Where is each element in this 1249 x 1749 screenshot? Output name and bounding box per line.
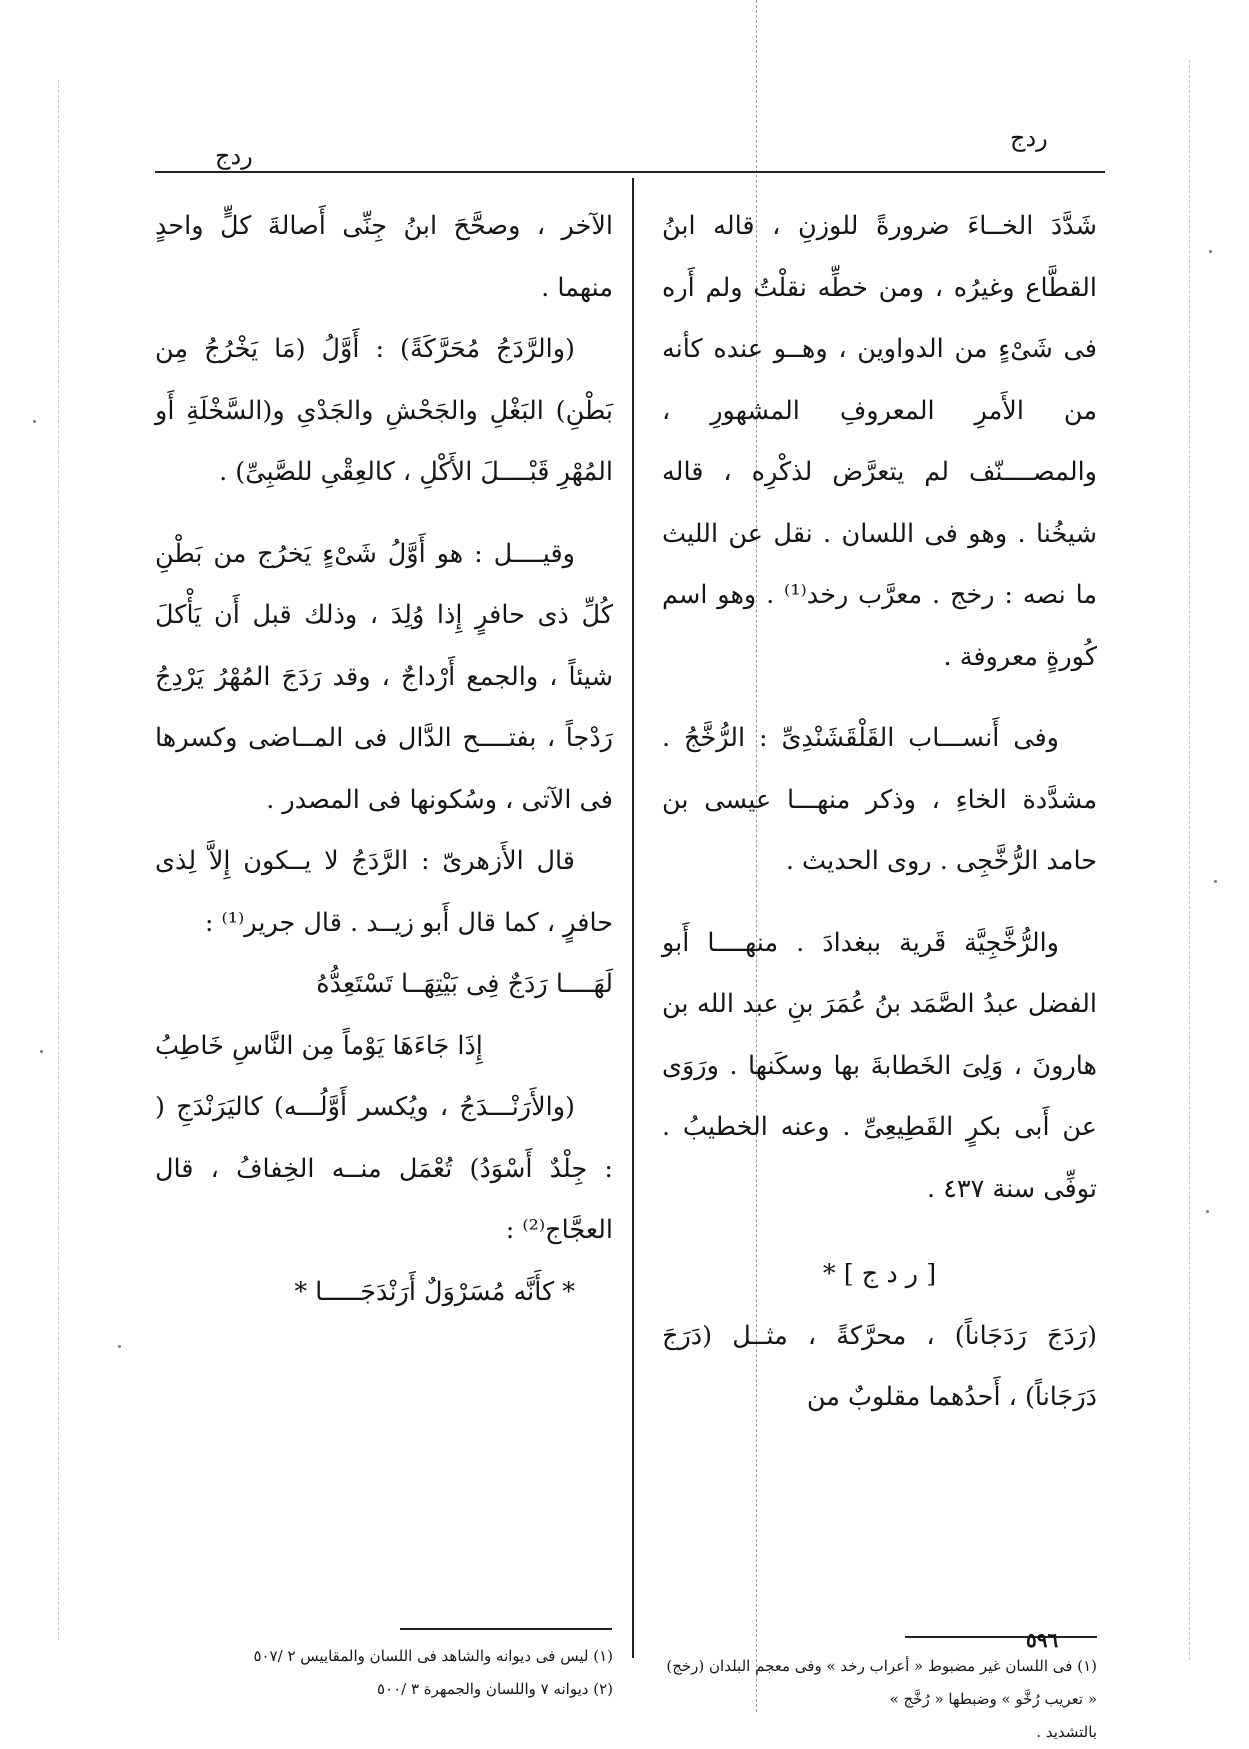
left-column xyxy=(155,196,613,1323)
entry-paragraph: (والأَرَنْـــدَجُ ، ويُكسر أَوَّلُـــه) كاليَرَنْدَجِ ( : جِلْدٌ أَسْوَدُ) تُعْمَل منــه الخِفافُ ، قال العجَّاج⁽²⁾ : xyxy=(155,1092,613,1245)
footnote: (١) ليس فى ديوانه والشاهد فى اللسان والمقاييس ٢ /٥٠٧ xyxy=(253,1647,613,1665)
scan-edge-line xyxy=(1189,60,1190,1660)
left-running-head: ردج xyxy=(215,142,253,170)
scan-edge-line-left xyxy=(58,80,59,1640)
entry-paragraph: وفى أَنســـاب القَلْقَشَنْدِىِّ : الرُّخَّجُ . مشدَّدة الخاءِ ، وذكر منهـــا عيسى بن حامد الرُّخَّجِى . روى الحديث . xyxy=(662,723,1097,876)
scan-speck xyxy=(40,1050,43,1053)
entry-headword: [ ر د ج ] * xyxy=(822,1259,937,1289)
footnote: (٢) ديوانه ٧ واللسان والجمهرة ٣ /٥٠٠ xyxy=(376,1680,613,1698)
footnote: بالتشديد . xyxy=(1036,1723,1097,1741)
right-footnotes xyxy=(662,1650,1097,1749)
poem-line-2: إِذَا جَاءَهَا يَوْماً مِن النَّاسِ خَاطِبُ xyxy=(155,1030,483,1061)
entry-paragraph: والرُّخَّجِيَّة قَرية ببغدادَ . منهــــا أَبو الفضل عبدُ الصَّمَد بنُ عُمَرَ بنِ عبد الله بن هارونَ ، وَلِىَ الخَطابةَ بها وسكَنها . ورَوَى عن أَبى بكرٍ القَطِيعِىِّ . وعنه الخطيبُ . توفِّى سنة ٤٣٧ . xyxy=(662,927,1097,1204)
right-footnote-rule xyxy=(905,1636,1097,1638)
scan-speck xyxy=(1209,250,1212,253)
right-column xyxy=(662,196,1097,1429)
left-footnotes xyxy=(155,1640,613,1706)
footnote: (١) فى اللسان غير مضبوط « أعراب رخد » وفى معجم البلدان (رخج) « تعريب رُخَّو » وضبطها « رُخَّج » xyxy=(666,1657,1097,1708)
entry-paragraph: (رَدَجَ رَدَجَاناً) ، محرَّكةً ، مثــل (دَرَجَ دَرَجَاناً) ، أَحدُهما مقلوبٌ من xyxy=(662,1320,1097,1412)
entry-paragraph: قال الأَزهرىّ : الرَّدَجُ لا يــكون إِلاَّ لِذى حافرٍ ، كما قال أَبو زيــد . قال جرير⁽¹⁾ : xyxy=(155,846,613,938)
scan-speck xyxy=(33,420,36,423)
left-footnote-rule xyxy=(400,1628,612,1630)
scan-speck xyxy=(118,1345,121,1348)
scan-speck xyxy=(1214,880,1217,883)
verse-line: * كأَنَّه مُسَرْوَلٌ أَرَنْدَجَـــــا * xyxy=(294,1276,575,1307)
entry-paragraph: وقيــــل : هو أَوَّلُ شَىْءٍ يَخرُج من بَطْنِ كُلِّ ذى حافرٍ إِذا وُلِدَ ، وذلك قبل أَن يَأْكلَ شيئاً ، والجمع أَرْداجٌ ، وقد رَدَجَ المُهْرُ يَرْدِجُ رَدْجاً ، بفتــــح الدَّال فى المــاضى وكسرها فى الآتى ، وسُكونها فى المصدر . xyxy=(155,538,613,815)
entry-paragraph: شَدَّدَ الخــاءَ ضرورةً للوزنِ ، قاله ابنُ القطَّاع وغيرُه ، ومن خطِّه نقلْتُ ولم أَره فى شَىْءٍ من الدواوين ، وهــو عنده كأنه من الأَمرِ المعروفِ المشهورِ ، والمصــــنّف لم يتعرَّض لذكْرِه ، قاله شيخُنا . وهو فى اللسان . نقل عن الليث ما نصه : رخج . معرَّب رخد⁽¹⁾ . وهو اسم كُورةٍ معروفة . xyxy=(662,211,1098,672)
page-number: ٥٩٦ xyxy=(1026,1628,1059,1652)
poem-line-1: لَهَــــا رَدَجٌ فِى بَيْتِهَــا تَسْتَعِدُّهُ xyxy=(316,969,613,999)
right-running-head: ردج xyxy=(1010,124,1048,152)
scan-speck xyxy=(1206,1210,1209,1213)
entry-paragraph: (والرَّدَجُ مُحَرَّكَةً) : أَوَّلُ (مَا يَخْرُجُ مِن بَطْنِ) البَغْلِ والجَحْشِ والجَدْىِ و(السَّخْلَةِ أَو المُهْرِ قَبْــــلَ الأَكْلِ ، كالعِقْىِ للصَّبِىِّ) . xyxy=(155,334,613,487)
column-divider xyxy=(632,178,634,1658)
header-rule xyxy=(155,171,1105,173)
entry-paragraph: الآخر ، وصحَّحَ ابنُ جِنِّى أَصالةَ كلٍّ واحدٍ منهما . xyxy=(155,211,613,303)
